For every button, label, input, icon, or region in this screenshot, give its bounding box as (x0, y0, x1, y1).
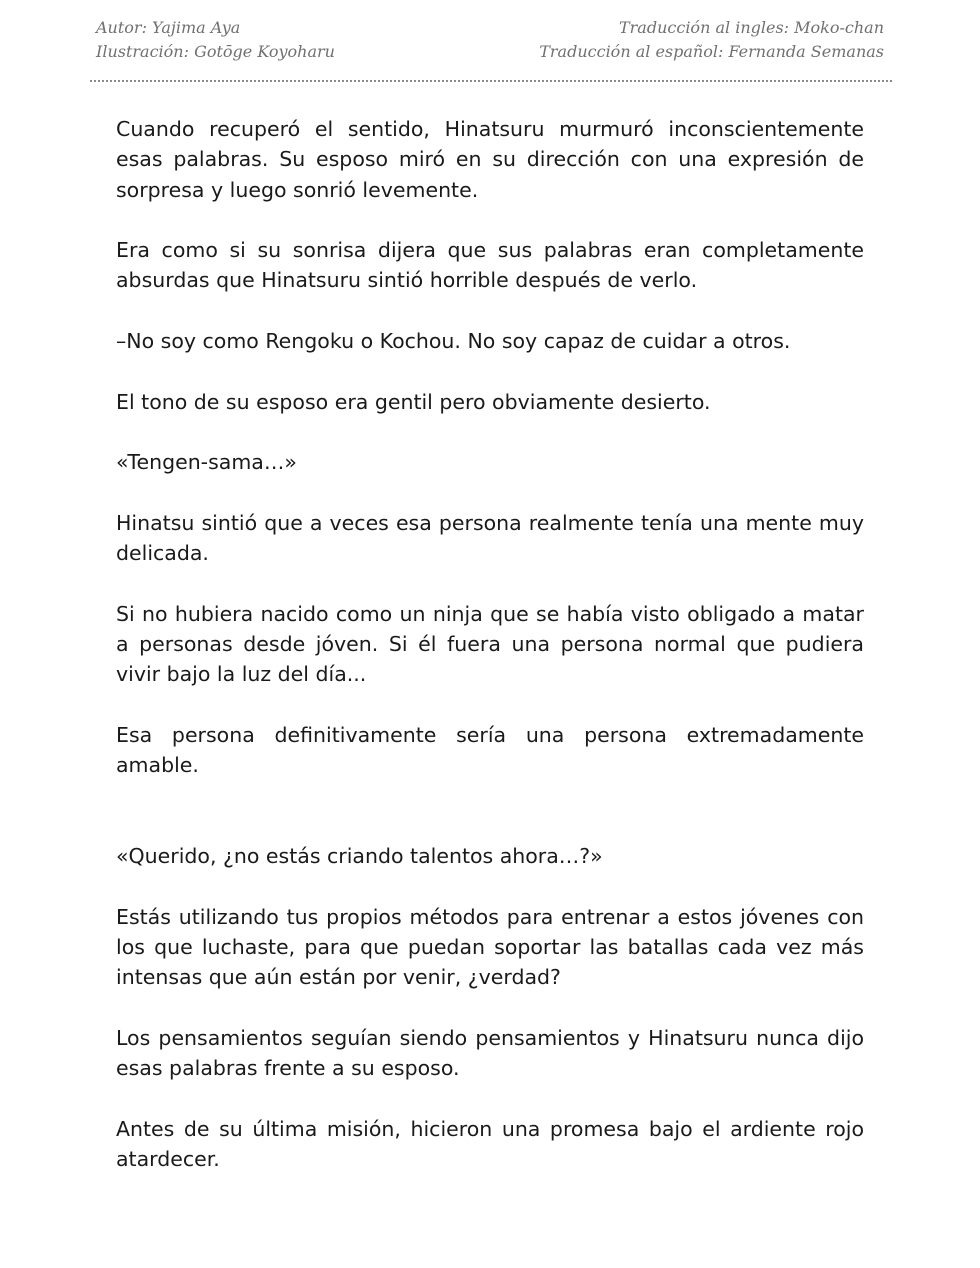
paragraph: «Tengen-sama…» (116, 450, 297, 475)
paragraph: Cuando recuperó el sentido, Hinatsuru murmuró inconscientemente esas palabras. Su esposo miró en su dirección con una expresión de sorpresa y luego sonrió levemente. (116, 117, 864, 202)
story-text (116, 114, 864, 1205)
spanish-translation-credit: Traducción al español: Fernanda Semanas (539, 42, 884, 61)
paragraph: Era como si su sonrisa dijera que sus palabras eran completamente absurdas que Hinatsuru sintió horrible después de verlo. (116, 238, 864, 293)
paragraph: Hinatsu sintió que a veces esa persona realmente tenía una mente muy delicada. (116, 510, 864, 566)
header-credits-right (539, 16, 884, 64)
paragraph: El tono de su esposo era gentil pero obviamente desierto. (116, 389, 711, 414)
paragraph: «Querido, ¿no estás criando talentos ahora…?» (116, 844, 603, 869)
author-credit: Autor: Yajima Aya (96, 18, 241, 37)
illustration-credit: Ilustración: Gotōge Koyoharu (96, 42, 335, 61)
paragraph: Los pensamientos seguían siendo pensamientos y Hinatsuru nunca dijo esas palabras frente a su esposo. (116, 1025, 864, 1081)
paragraph: Antes de su última misión, hicieron una promesa bajo el ardiente rojo atardecer. (116, 1116, 864, 1172)
header-credits-left (96, 16, 335, 64)
paragraph: Estás utilizando tus propios métodos para entrenar a estos jóvenes con los que luchaste, para que puedan soportar las batallas cada vez más intensas que aún están por venir, ¿verdad? (116, 904, 864, 990)
english-translation-credit: Traducción al ingles: Moko-chan (618, 18, 884, 37)
paragraph: Esa persona definitivamente sería una persona extremadamente amable. (116, 722, 864, 778)
paragraph: –No soy como Rengoku o Kochou. No soy capaz de cuidar a otros. (116, 329, 791, 354)
header-divider (90, 80, 892, 82)
paragraph: Si no hubiera nacido como un ninja que se había visto obligado a matar a personas desde jóven. Si él fuera una persona normal que pudiera vivir bajo la luz del día... (116, 601, 864, 687)
